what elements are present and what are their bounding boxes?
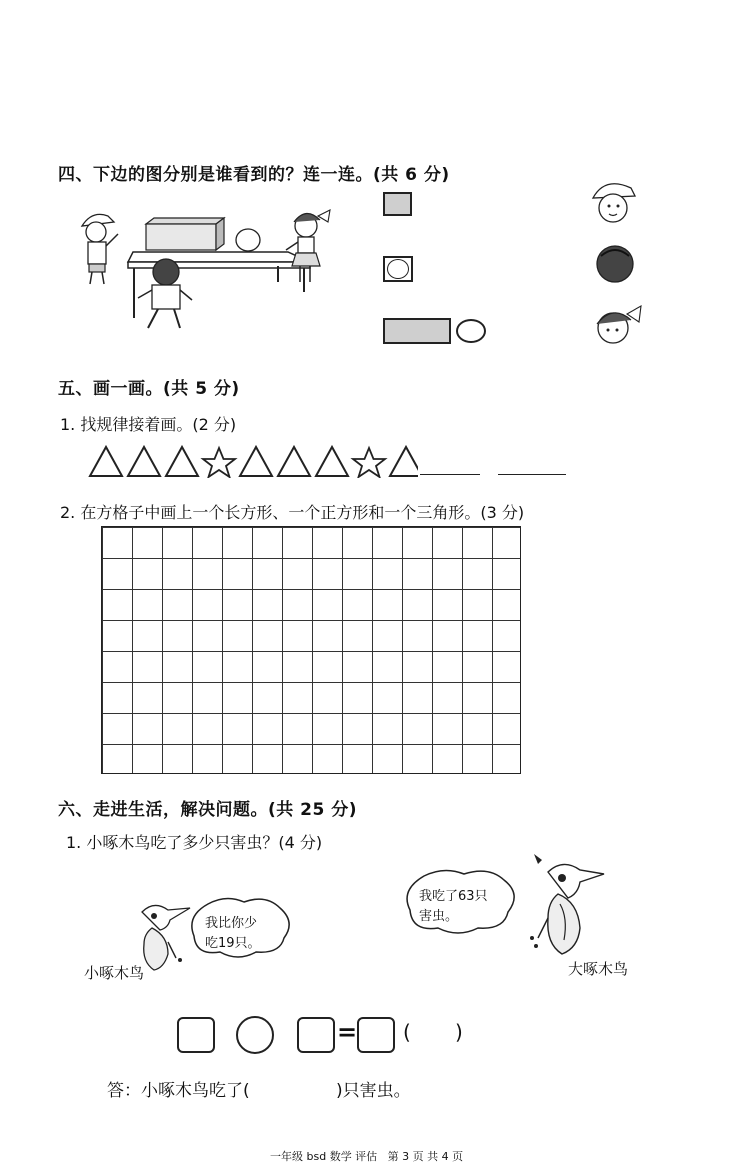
- section6-question1: 1. 小啄木鸟吃了多少只害虫？(4 分): [66, 833, 323, 852]
- view-side-circle-shape: [456, 319, 486, 343]
- pattern-triangle-3: [166, 447, 198, 476]
- pattern-triangle-1: [90, 447, 122, 476]
- girl-illustration: [286, 210, 330, 282]
- section4-title: 四、下边的图分别是谁看到的？连一连。(共 6 分): [58, 165, 450, 185]
- view-rectangle-shape: [383, 318, 451, 344]
- pattern-triangle-6: [316, 447, 348, 476]
- boy-back-head-illustration: [597, 246, 633, 282]
- box-object-illustration: [146, 218, 224, 250]
- pattern-triangle-2: [128, 447, 160, 476]
- boy-with-cap-illustration: [82, 214, 118, 284]
- big-woodpecker-illustration: [518, 854, 608, 964]
- ball-object-illustration: [236, 229, 260, 251]
- view-inner-circle-shape: [387, 259, 409, 279]
- boy-cap-head-illustration: [593, 184, 635, 222]
- answer-prefix: 答：小啄木鸟吃了(: [107, 1081, 250, 1101]
- section6-title: 六、走进生活，解决问题。(共 25 分): [58, 800, 358, 820]
- small-bird-bubble-line2: 吃19只。: [205, 936, 261, 951]
- unit-paren-open: (: [403, 1020, 411, 1044]
- equation-result-box[interactable]: [357, 1017, 395, 1053]
- big-bird-label: 大啄木鸟: [568, 960, 629, 978]
- section5-question2: 2. 在方格子中画上一个长方形、一个正方形和一个三角形。(3 分): [60, 503, 525, 522]
- pattern-star-2: [353, 448, 385, 477]
- equals-sign: =: [337, 1018, 358, 1046]
- small-bird-label: 小啄木鸟: [84, 964, 145, 982]
- girl-head-illustration: [597, 306, 641, 343]
- answer-suffix: )只害虫。: [336, 1081, 411, 1101]
- drawing-grid[interactable]: [101, 526, 521, 774]
- shape-pattern: [88, 444, 418, 478]
- section5-question1: 1. 找规律接着画。(2 分): [60, 415, 237, 434]
- table-scene-illustration: [78, 200, 348, 340]
- equation-box-1[interactable]: [177, 1017, 215, 1053]
- unit-paren-close: ): [455, 1020, 463, 1044]
- boy-from-back-illustration: [138, 259, 192, 328]
- equation-box-2[interactable]: [297, 1017, 335, 1053]
- view-square-shape: [383, 192, 412, 216]
- section5-title: 五、画一画。(共 5 分): [58, 379, 240, 399]
- heads-column-illustration: [583, 176, 653, 356]
- small-bird-bubble-line1: 我比你少: [205, 916, 258, 931]
- big-bird-bubble-line1: 我吃了63只: [419, 889, 488, 904]
- pattern-triangle-4: [240, 447, 272, 476]
- pattern-triangle-7: [390, 447, 418, 476]
- answer-blank-2[interactable]: [498, 474, 566, 475]
- page-footer: 一年级 bsd 数学 评估 第 3 页 共 4 页: [270, 1150, 464, 1163]
- view-circle-in-square-shape: [383, 256, 413, 282]
- answer-blank-1[interactable]: [420, 474, 480, 475]
- big-bird-bubble-line2: 害虫。: [419, 909, 459, 924]
- pattern-triangle-5: [278, 447, 310, 476]
- pattern-star-1: [203, 448, 235, 477]
- equation-operator-circle[interactable]: [236, 1016, 274, 1054]
